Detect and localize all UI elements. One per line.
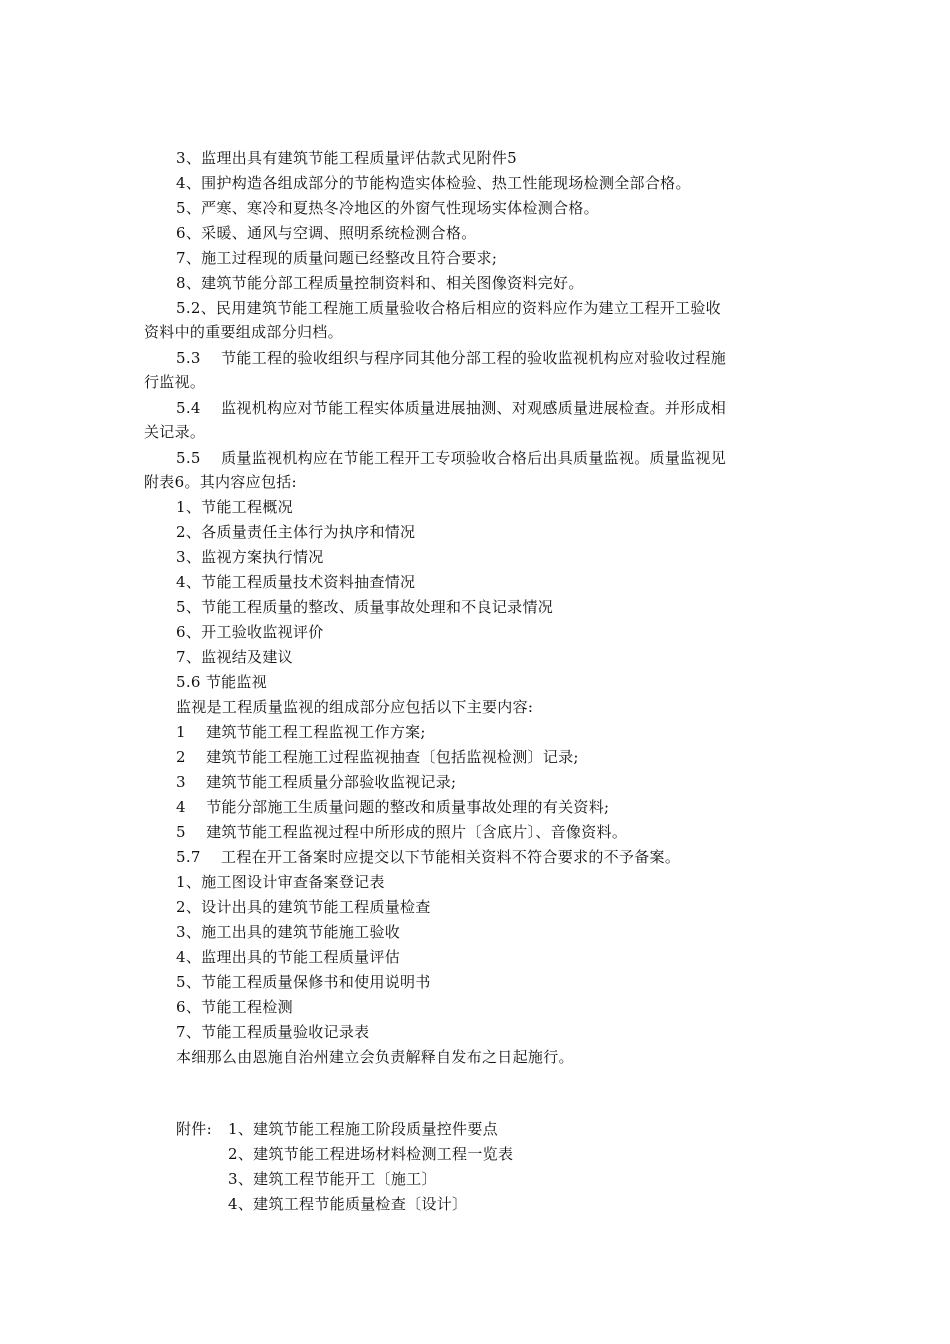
paragraph-line: 5.3 节能工程的验收组织与程序同其他分部工程的验收监视机构应对验收过程施: [176, 349, 727, 367]
paragraph-line: 5.5 质量监视机构应在节能工程开工专项验收合格后出具质量监视。质量监视见: [176, 449, 727, 467]
closing-statement: 本细那么由恩施自治州建立会负责解释自发布之日起施行。: [176, 1048, 574, 1066]
list-item: 6、开工验收监视评价: [176, 623, 324, 641]
list-item: 1 建筑节能工程工程监视工作方案;: [176, 723, 426, 741]
paragraph-line: 资料中的重要组成部分归档。: [144, 323, 343, 341]
attachment-item: 1、建筑节能工程施工阶段质量控件要点: [228, 1120, 498, 1138]
list-item: 4、围护构造各组成部分的节能构造实体检验、热工性能现场检测全部合格。: [176, 174, 691, 192]
list-item: 5、节能工程质量的整改、质量事故处理和不良记录情况: [176, 598, 554, 616]
list-item: 4、节能工程质量技术资料抽查情况: [176, 573, 416, 591]
list-item: 5 建筑节能工程监视过程中所形成的照片〔含底片〕、音像资料。: [176, 823, 628, 841]
list-item: 1、节能工程概况: [176, 498, 293, 516]
list-item: 3 建筑节能工程质量分部验收监视记录;: [176, 773, 457, 791]
list-item: 5、严寒、寒冷和夏热冬冷地区的外窗气性现场实体检测合格。: [176, 199, 599, 217]
list-item: 4 节能分部施工生质量问题的整改和质量事故处理的有关资料;: [176, 798, 610, 816]
list-item: 2、设计出具的建筑节能工程质量检查: [176, 898, 431, 916]
paragraph-line: 监视是工程质量监视的组成部分应包括以下主要内容:: [176, 698, 534, 716]
list-item: 2 建筑节能工程施工过程监视抽查〔包括监视检测〕记录;: [176, 748, 579, 766]
attachment-item: 4、建筑工程节能质量检查〔设计〕: [228, 1195, 468, 1213]
paragraph-line: 5.2、民用建筑节能工程施工质量验收合格后相应的资料应作为建立工程开工验收: [176, 299, 721, 317]
attachment-item: 2、建筑节能工程进场材料检测工程一览表: [228, 1145, 514, 1163]
paragraph-line: 附表6。其内容应包括:: [144, 473, 297, 491]
list-item: 6、采暖、通风与空调、照明系统检测合格。: [176, 224, 477, 242]
list-item: 1、施工图设计审查备案登记表: [176, 873, 385, 891]
list-item: 3、施工出具的建筑节能施工验收: [176, 923, 401, 941]
list-item: 2、各质量责任主体行为执序和情况: [176, 523, 416, 541]
list-item: 8、建筑节能分部工程质量控制资料和、相关图像资料完好。: [176, 274, 584, 292]
paragraph-line: 行监视。: [144, 373, 206, 391]
attachment-item: 3、建筑工程节能开工〔施工〕: [228, 1170, 437, 1188]
list-item: 7、节能工程质量验收记录表: [176, 1023, 370, 1041]
list-item: 5、节能工程质量保修书和使用说明书: [176, 973, 431, 991]
section-heading: 5.6 节能监视: [176, 673, 268, 691]
list-item: 4、监理出具的节能工程质量评估: [176, 948, 401, 966]
list-item: 3、监理出具有建筑节能工程质量评估款式见附件5: [176, 149, 517, 167]
paragraph-line: 关记录。: [144, 423, 206, 441]
list-item: 7、施工过程现的质量问题已经整改且符合要求;: [176, 249, 498, 267]
attachments-label: 附件:: [176, 1120, 212, 1138]
list-item: 6、节能工程检测: [176, 998, 293, 1016]
list-item: 3、监视方案执行情况: [176, 548, 324, 566]
list-item: 7、监视结及建议: [176, 648, 293, 666]
paragraph-line: 5.4 监视机构应对节能工程实体质量进展抽测、对观感质量进展检查。并形成相: [176, 399, 727, 417]
paragraph-line: 5.7 工程在开工备案时应提交以下节能相关资料不符合要求的不予备案。: [176, 848, 681, 866]
